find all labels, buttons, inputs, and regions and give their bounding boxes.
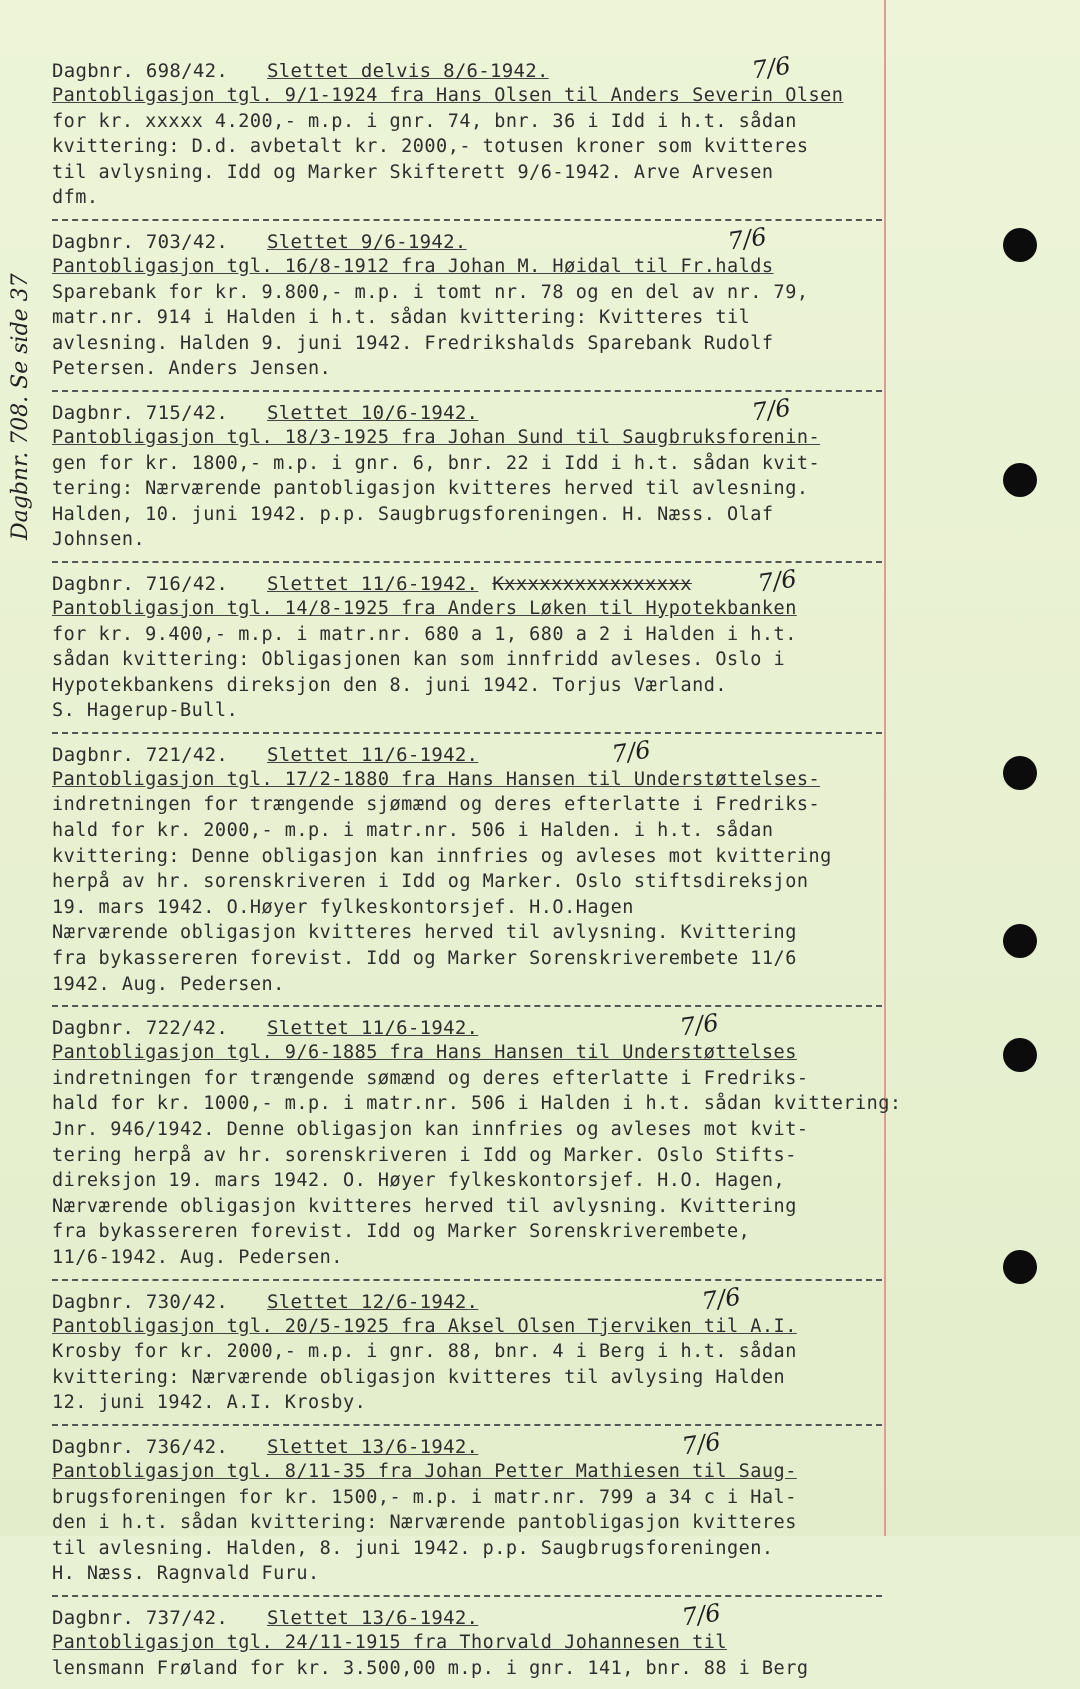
entry-header — [52, 1607, 912, 1630]
dagbnr: Dagbnr. 722/42. — [52, 1017, 229, 1040]
entry-text-line: indretningen for trængende sømænd og deres efterlatte i Fredriks- — [52, 1067, 809, 1089]
entry-text-line: gen for kr. 1800,- m.p. i gnr. 6, bnr. 22 i Idd i h.t. sådan kvit- — [52, 452, 821, 474]
entry-text-line: S. Hagerup-Bull. — [52, 700, 239, 722]
entry-text-line: 1942. Aug. Pedersen. — [52, 973, 285, 995]
entry-text-line: for kr. 9.400,- m.p. i matr.nr. 680 a 1, 680 a 2 i Halden i h.t. — [52, 623, 797, 645]
slettet-date: Slettet 11/6-1942. — [267, 1017, 479, 1040]
side-note: Dagbnr. 708. Se side 37 — [8, 273, 33, 540]
ledger-entry — [52, 735, 912, 997]
handwritten-initials: 7/6 — [726, 222, 769, 256]
entry-header — [52, 744, 912, 767]
punch-hole — [1003, 1250, 1037, 1284]
entry-text-line: Pantobligasjon tgl. 20/5-1925 fra Aksel Olsen Tjerviken til A.I. — [52, 1315, 797, 1337]
entry-text-line: kvittering: Nærværende obligasjon kvitteres til avlysing Halden — [52, 1366, 786, 1388]
entry-text-line: herpå av hr. sorenskriveren i Idd og Marker. Oslo stiftsdireksjon — [52, 871, 809, 893]
entry-header — [52, 1017, 912, 1040]
entry-text-line: sådan kvittering: Obligasjonen kan som innfridd avleses. Oslo i — [52, 649, 786, 671]
entry-separator — [52, 561, 882, 563]
ledger-entry — [52, 51, 912, 211]
handwritten-initials: 7/6 — [680, 1427, 723, 1461]
handwritten-initials: 7/6 — [678, 1008, 721, 1042]
entry-header — [52, 231, 912, 254]
entry-text-line: tering herpå av hr. sorenskriveren i Idd og Marker. Oslo Stifts- — [52, 1144, 797, 1166]
entry-text-line: Pantobligasjon tgl. 18/3-1925 fra Johan Sund til Saugbruksforenin- — [52, 426, 821, 448]
entry-text-line: Pantobligasjon tgl. 14/8-1925 fra Anders Løken til Hypotekbanken — [52, 597, 797, 619]
entry-text-line: 12. juni 1942. A.I. Krosby. — [52, 1392, 367, 1414]
handwritten-initials: 7/6 — [610, 735, 653, 769]
dagbnr: Dagbnr. 716/42. — [52, 572, 229, 595]
dagbnr: Dagbnr. 737/42. — [52, 1606, 229, 1629]
entry-text-line: matr.nr. 914 i Halden i h.t. sådan kvittering: Kvitteres til — [52, 307, 751, 329]
handwritten-initials: 7/6 — [750, 51, 793, 85]
entry-separator — [52, 1005, 882, 1007]
entry-text-line: tering: Nærværende pantobligasjon kvitteres herved til avlesning. — [52, 478, 809, 500]
punch-hole — [1003, 228, 1037, 262]
entry-text-line: Jnr. 946/1942. Denne obligasjon kan innfries og avleses mot kvit- — [52, 1119, 809, 1140]
slettet-date: Slettet delvis 8/6-1942. — [267, 60, 549, 82]
entry-text-line: Krosby for kr. 2000,- m.p. i gnr. 88, bnr. 4 i Berg i h.t. sådan — [52, 1341, 797, 1363]
entry-text-line: H. Næss. Ragnvald Furu. — [52, 1563, 320, 1585]
ledger-entry — [52, 393, 912, 553]
entry-text-line: den i h.t. sådan kvittering: Nærværende pantobligasjon kvitteres — [52, 1512, 797, 1534]
entry-text-line: Johnsen. — [52, 529, 146, 551]
handwritten-initials: 7/6 — [750, 393, 793, 427]
entry-text-line: kvittering: D.d. avbetalt kr. 2000,- totusen kroner som kvitteres — [52, 136, 809, 158]
entry-text-line: Pantobligasjon tgl. 9/6-1885 fra Hans Hansen til Understøttelses — [52, 1042, 797, 1064]
entry-text-line: kvittering: Denne obligasjon kan innfries og avleses mot kvittering — [52, 845, 832, 867]
entry-header — [52, 1291, 912, 1314]
ledger-entry — [52, 1598, 912, 1681]
dagbnr: Dagbnr. 730/42. — [52, 1290, 229, 1313]
handwritten-initials: 7/6 — [756, 564, 799, 598]
entry-text-line: dfm. — [52, 187, 99, 209]
ledger-entry — [52, 564, 912, 724]
struck-text: Kxxxxxxxxxxxxxxxx — [492, 572, 692, 595]
entry-text-line: Hypotekbankens direksjon den 8. juni 1942. Torjus Værland. — [52, 674, 728, 696]
slettet-date: Slettet 11/6-1942. — [267, 572, 479, 595]
entry-text-line: avlesning. Halden 9. juni 1942. Fredrikshalds Sparebank Rudolf — [52, 332, 774, 354]
entry-text-line: Sparebank for kr. 9.800,- m.p. i tomt nr. 78 og en del av nr. 79, — [52, 281, 809, 303]
ledger-entry — [52, 1008, 912, 1270]
entry-text-line: 11/6-1942. Aug. Pedersen. — [52, 1246, 343, 1268]
entry-text-line: 19. mars 1942. O.Høyer fylkeskontorsjef. H.O.Hagen — [52, 896, 634, 918]
punch-hole — [1003, 924, 1037, 958]
entry-separator — [52, 1424, 882, 1426]
entry-text-line: brugsforeningen for kr. 1500,- m.p. i matr.nr. 799 a 34 c i Hal- — [52, 1486, 797, 1508]
entry-text-line: Nærværende obligasjon kvitteres herved til avlysning. Kvittering — [52, 1195, 797, 1217]
dagbnr: Dagbnr. 703/42. — [52, 230, 229, 253]
entry-separator — [52, 1279, 882, 1281]
dagbnr: Dagbnr. 698/42. — [52, 60, 229, 82]
entry-text-line: Nærværende obligasjon kvitteres herved til avlysning. Kvittering — [52, 922, 797, 944]
dagbnr: Dagbnr. 721/42. — [52, 743, 229, 766]
entry-text-line: hald for kr. 1000,- m.p. i matr.nr. 506 i Halden i h.t. sådan kvittering: — [52, 1093, 902, 1115]
entry-text-line: Pantobligasjon tgl. 9/1-1924 fra Hans Olsen til Anders Severin Olsen — [52, 85, 844, 106]
ledger-entry — [52, 1427, 912, 1587]
punch-hole — [1003, 463, 1037, 497]
entry-text-line: for kr. xxxxx 4.200,- m.p. i gnr. 74, bnr. 36 i Idd i h.t. sådan — [52, 110, 797, 132]
slettet-date: Slettet 13/6-1942. — [267, 1435, 479, 1458]
handwritten-initials: 7/6 — [700, 1282, 743, 1316]
entry-separator — [52, 390, 882, 392]
handwritten-initials: 7/6 — [680, 1598, 723, 1632]
entry-list — [52, 51, 912, 1689]
entry-separator — [52, 1595, 882, 1597]
entry-text-line: til avlesning. Halden, 8. juni 1942. p.p. Saugbrugsforeningen. — [52, 1537, 774, 1559]
entry-text-line: direksjon 19. mars 1942. O. Høyer fylkeskontorsjef. H.O. Hagen, — [52, 1170, 786, 1192]
entry-text-line: Pantobligasjon tgl. 24/11-1915 fra Thorvald Johannesen til — [52, 1631, 728, 1653]
slettet-date: Slettet 11/6-1942. — [267, 743, 479, 766]
slettet-date: Slettet 10/6-1942. — [267, 401, 479, 424]
slettet-date: Slettet 9/6-1942. — [267, 230, 467, 253]
entry-text-line: Petersen. Anders Jensen. — [52, 358, 332, 380]
punch-hole — [1003, 1038, 1037, 1072]
punch-hole — [1003, 756, 1037, 790]
entry-separator — [52, 219, 882, 221]
entry-text-line: til avlysning. Idd og Marker Skifterett 9/6-1942. Arve Arvesen — [52, 161, 774, 183]
entry-text-line: Pantobligasjon tgl. 8/11-35 fra Johan Petter Mathiesen til Saug- — [52, 1460, 797, 1482]
ledger-entry — [52, 222, 912, 382]
entry-text-line: Halden, 10. juni 1942. p.p. Saugbrugsforeningen. H. Næss. Olaf — [52, 503, 774, 525]
entry-text-line: Pantobligasjon tgl. 16/8-1912 fra Johan M. Høidal til Fr.halds — [52, 255, 774, 277]
entry-text-line: lensmann Frøland for kr. 3.500,00 m.p. i gnr. 141, bnr. 88 i Berg — [52, 1657, 809, 1679]
dagbnr: Dagbnr. 736/42. — [52, 1435, 229, 1458]
slettet-date: Slettet 12/6-1942. — [267, 1290, 479, 1313]
entry-text-line: Pantobligasjon tgl. 17/2-1880 fra Hans Hansen til Understøttelses- — [52, 768, 821, 790]
dagbnr: Dagbnr. 715/42. — [52, 401, 229, 424]
entry-header — [52, 1436, 912, 1459]
entry-text-line: indretningen for trængende sjømænd og deres efterlatte i Fredriks- — [52, 794, 821, 816]
ledger-entry — [52, 1282, 912, 1416]
entry-text-line: hald for kr. 2000,- m.p. i matr.nr. 506 i Halden. i h.t. sådan — [52, 820, 774, 842]
slettet-date: Slettet 13/6-1942. — [267, 1606, 479, 1629]
entry-separator — [52, 732, 882, 734]
entry-text-line: fra bykassereren forevist. Idd og Marker Sorenskriverembete, — [52, 1221, 751, 1243]
entry-text-line: fra bykassereren forevist. Idd og Marker Sorenskriverembete 11/6 — [52, 948, 797, 970]
